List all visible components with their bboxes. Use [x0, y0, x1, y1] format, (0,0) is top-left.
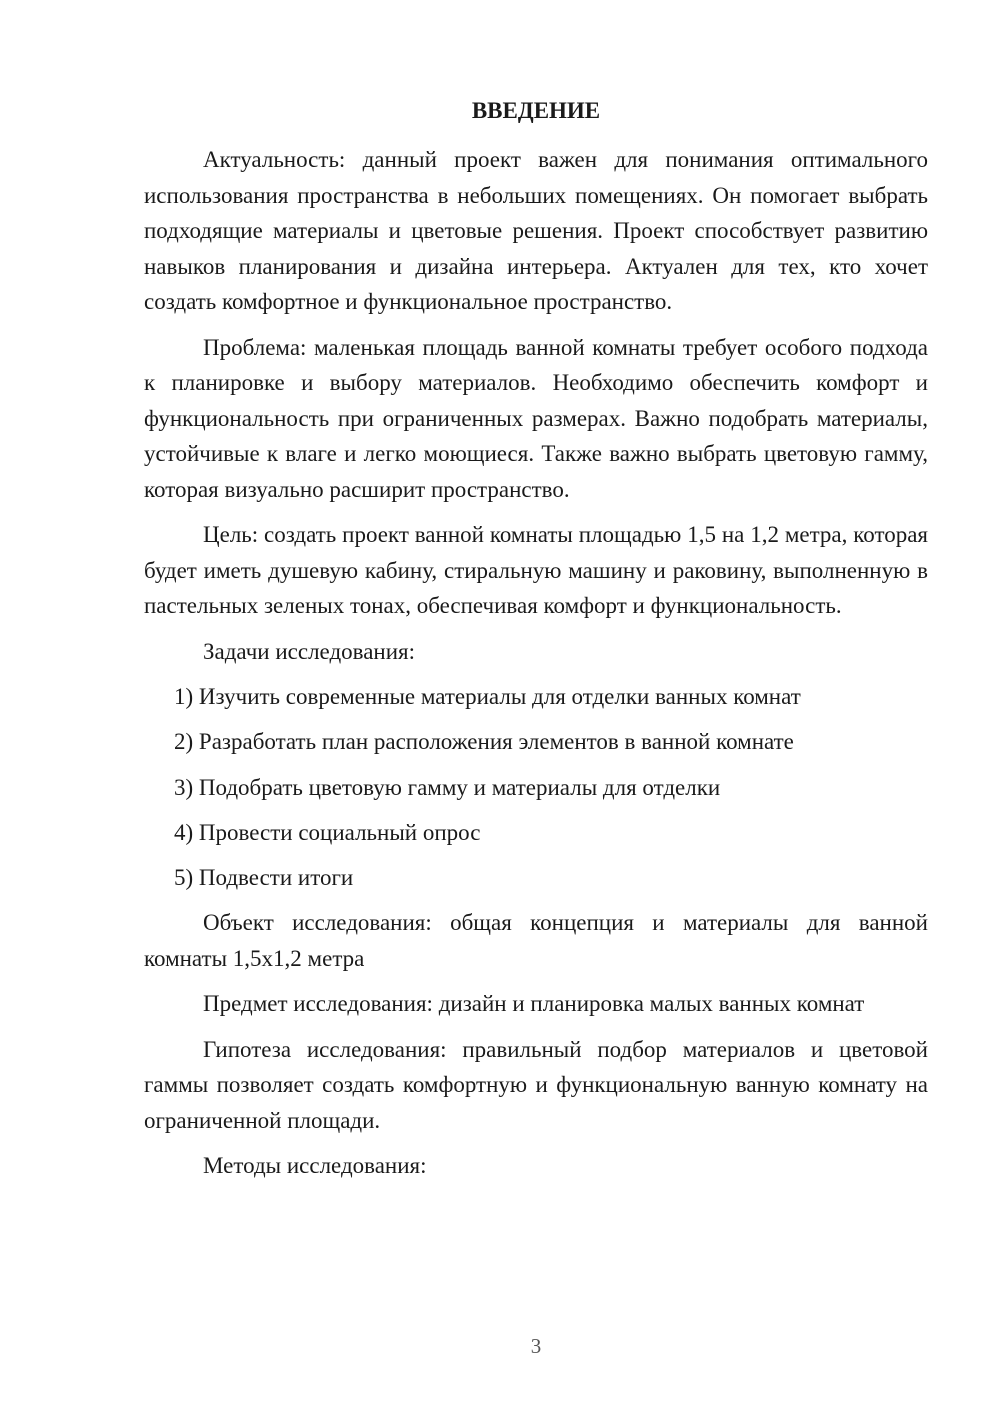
paragraph-goal: Цель: создать проект ванной комнаты площадью 1,5 на 1,2 метра, которая будет иметь душевую кабину, стиральную машину и раковину, выполненную в пастельных зеленых тонах, обеспечивая комфорт и функциональность.	[144, 522, 928, 618]
paragraph-relevance: Актуальность: данный проект важен для понимания оптимального использования пространства в небольших помещениях. Он помогает выбрать подходящие материалы и цветовые решения. Проект способствует развитию навыков планирования и дизайна интерьера. Актуален для тех, кто хочет создать комфортное и функциональное пространство.	[144, 147, 928, 314]
paragraph-hypothesis: Гипотеза исследования: правильный подбор материалов и цветовой гаммы позволяет создать комфортную и функциональную ванную комнату на ограниченной площади.	[144, 1036, 928, 1133]
paragraph-methods: Методы исследования:	[203, 1153, 427, 1179]
paragraph-object: Объект исследования: общая концепция и материалы для ванной комнаты 1,5х1,2 метра	[144, 910, 928, 971]
tasks-intro: Задачи исследования:	[203, 638, 416, 664]
document-body	[144, 142, 928, 1194]
list-item: 1) Изучить современные материалы для отделки ванных комнат	[174, 684, 801, 709]
tasks-list	[144, 679, 928, 896]
paragraph-subject: Предмет исследования: дизайн и планировка малых ванных комнат	[203, 991, 865, 1017]
section-heading: ВВЕДЕНИЕ	[471, 98, 601, 123]
list-item: 5) Подвести итоги	[174, 865, 354, 891]
list-item: 2) Разработать план расположения элементов в ванной комнате	[174, 729, 794, 755]
list-item: 3) Подобрать цветовую гамму и материалы для отделки	[174, 774, 721, 800]
page-number: 3	[530, 1334, 542, 1358]
list-item: 4) Провести социальный опрос	[174, 819, 481, 845]
paragraph-problem: Проблема: маленькая площадь ванной комнаты требует особого подхода к планировке и выбору материалов. Необходимо обеспечить комфорт и функциональность при ограниченных размерах. Важно подобрать материалы, устойчивые к влаге и легко моющиеся. Также важно выбрать цветовую гамму, которая визуально расширит пространство.	[144, 334, 928, 502]
